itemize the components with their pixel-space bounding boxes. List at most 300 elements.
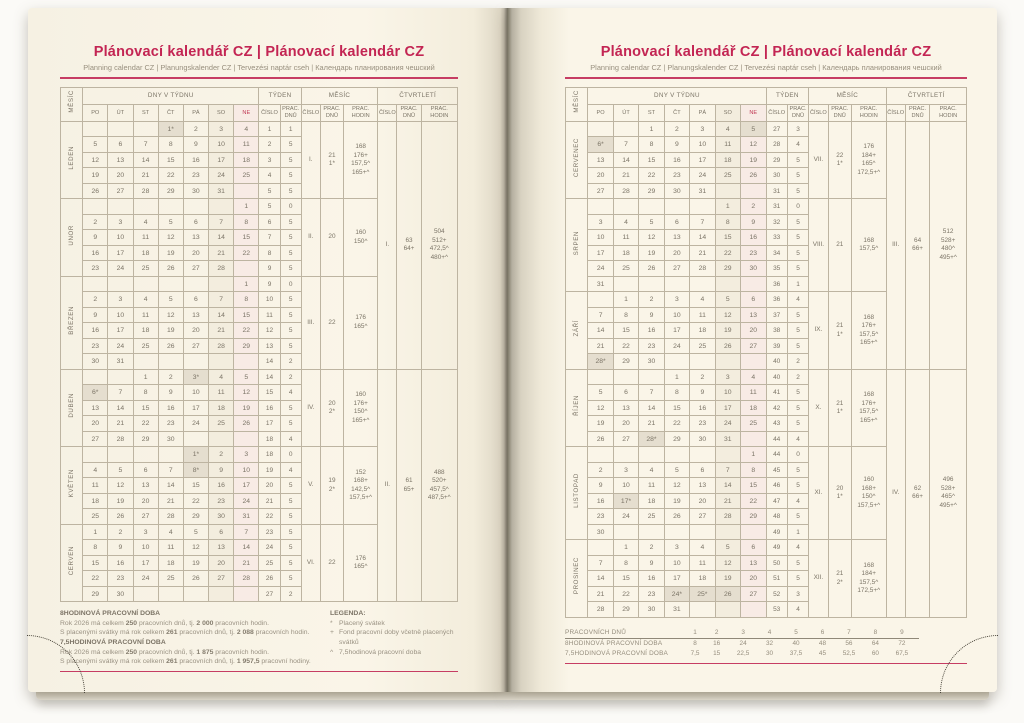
day-cell: 13	[183, 307, 208, 323]
day-cell: 4	[639, 462, 664, 478]
day-cell: 29	[613, 354, 638, 370]
day-cell: 12	[234, 385, 259, 401]
day-name-header: NE	[741, 104, 767, 121]
day-cell: 27	[588, 183, 613, 199]
week-workdays-cell: 5	[280, 214, 301, 230]
day-cell: 27	[83, 431, 108, 447]
page-subtitle: Planning calendar CZ | Planungskalender CZ | Tervezési naptár cseh | Календарь планирования чешский	[590, 63, 942, 72]
day-cell: 29	[664, 431, 689, 447]
days-of-week-group-header: DNY V TÝDNU	[83, 87, 259, 104]
day-cell: 9	[158, 385, 183, 401]
day-cell: 8	[613, 555, 638, 571]
day-cell: 14	[108, 400, 133, 416]
day-cell: 8	[234, 214, 259, 230]
week-number-cell: 14	[259, 354, 280, 370]
week-workdays-cell: 4	[787, 540, 808, 556]
stat-column-header: PRAC. DNŮ	[828, 104, 851, 121]
week-workdays-cell: 2	[280, 354, 301, 370]
week-workdays-cell: 5	[787, 230, 808, 246]
day-cell	[588, 199, 613, 215]
hours-table-value: 1	[683, 628, 707, 639]
day-cell: 10	[588, 230, 613, 246]
month-workhours-cell: 160 150^	[344, 199, 378, 277]
day-cell	[613, 369, 638, 385]
day-cell: 6	[183, 214, 208, 230]
day-cell	[690, 524, 715, 540]
legend-item-text: Placený svátek	[339, 619, 385, 627]
stat-column-header: ČÍSLO	[766, 104, 787, 121]
day-cell: 15	[234, 230, 259, 246]
day-cell	[690, 354, 715, 370]
day-cell: 8	[741, 462, 767, 478]
day-cell: 29	[83, 586, 108, 602]
day-cell	[183, 276, 208, 292]
day-cell: 1	[133, 369, 158, 385]
day-cell: 7	[588, 307, 613, 323]
day-cell: 17	[588, 245, 613, 261]
day-name-header: SO	[209, 104, 234, 121]
month-number-cell: XI.	[809, 447, 828, 540]
day-cell: 27	[664, 261, 689, 277]
day-cell: 17	[209, 152, 234, 168]
day-cell: 26	[664, 509, 689, 525]
hours-table-value: 40	[792, 640, 800, 648]
week-workdays-cell: 5	[280, 400, 301, 416]
day-cell: 14	[715, 478, 740, 494]
day-cell: 20	[108, 168, 133, 184]
day-cell	[158, 354, 183, 370]
title-rule	[60, 77, 458, 79]
day-name-header: ČT	[664, 104, 689, 121]
day-cell: 18	[639, 493, 664, 509]
stat-column-header: PRAC. DNŮ	[280, 104, 301, 121]
week-number-cell: 11	[259, 307, 280, 323]
week-workdays-cell: 4	[787, 137, 808, 153]
day-cell: 19	[715, 571, 740, 587]
day-cell: 5	[83, 137, 108, 153]
day-cell	[741, 276, 767, 292]
month-workdays-cell: 22 1*	[828, 121, 851, 199]
day-cell: 18	[133, 245, 158, 261]
week-workdays-cell: 5	[280, 292, 301, 308]
week-workdays-cell: 2	[787, 369, 808, 385]
day-cell: 8	[715, 214, 740, 230]
week-number-cell: 34	[766, 245, 787, 261]
month-name: ČERVENEC	[566, 121, 588, 199]
day-cell: 28	[690, 261, 715, 277]
day-cell: 8	[83, 540, 108, 556]
day-cell	[83, 276, 108, 292]
week-number-cell: 23	[259, 524, 280, 540]
week-workdays-cell: 5	[280, 323, 301, 339]
day-cell: 1	[664, 369, 689, 385]
day-cell: 20	[741, 571, 767, 587]
day-cell: 22	[613, 338, 638, 354]
hours-table-value: 7	[832, 628, 866, 639]
day-cell: 21	[690, 245, 715, 261]
month-name: SRPEN	[566, 199, 588, 292]
day-cell: 8	[613, 307, 638, 323]
week-number-cell: 6	[259, 214, 280, 230]
day-cell	[639, 524, 664, 540]
week-workdays-cell: 5	[280, 478, 301, 494]
day-cell	[209, 431, 234, 447]
day-cell: 1	[234, 276, 259, 292]
day-cell: 6*	[588, 137, 613, 153]
week-number-cell: 26	[259, 571, 280, 587]
day-cell: 5	[741, 121, 767, 137]
day-cell: 26	[158, 338, 183, 354]
day-cell: 14	[158, 478, 183, 494]
day-cell: 4	[613, 214, 638, 230]
day-cell: 17	[108, 245, 133, 261]
day-cell: 19	[83, 168, 108, 184]
day-cell: 28*	[588, 354, 613, 370]
day-cell	[234, 183, 259, 199]
day-cell: 21	[209, 245, 234, 261]
week-workdays-cell: 5	[280, 137, 301, 153]
week-workdays-cell: 5	[787, 168, 808, 184]
day-cell: 22	[234, 245, 259, 261]
day-cell: 30	[639, 354, 664, 370]
day-cell: 6	[613, 385, 638, 401]
week-workdays-cell: 1	[280, 121, 301, 137]
month-workhours-cell: 168 184+ 157,5^ 172,5+^	[851, 540, 886, 618]
stat-column-header: ČÍSLO	[301, 104, 320, 121]
week-number-cell: 27	[259, 586, 280, 602]
day-cell: 24	[690, 168, 715, 184]
day-cell: 19	[158, 245, 183, 261]
month-number-cell: IX.	[809, 292, 828, 370]
day-cell: 20	[613, 416, 638, 432]
month-workdays-cell: 21 1*	[828, 369, 851, 447]
day-cell: 6	[690, 462, 715, 478]
day-cell	[741, 183, 767, 199]
day-cell: 5	[715, 540, 740, 556]
week-workdays-cell: 3	[787, 121, 808, 137]
day-cell: 11	[715, 137, 740, 153]
week-number-cell: 42	[766, 400, 787, 416]
day-cell	[158, 447, 183, 463]
month-workdays-cell: 20 1*	[828, 447, 851, 540]
day-cell: 30	[209, 509, 234, 525]
day-cell: 17	[690, 152, 715, 168]
day-cell: 8	[158, 137, 183, 153]
week-number-cell: 17	[259, 416, 280, 432]
week-number-cell: 30	[766, 168, 787, 184]
day-cell: 9	[183, 137, 208, 153]
day-cell	[613, 121, 638, 137]
legend-item-text: 7,5hodinová pracovní doba	[339, 648, 422, 656]
day-cell: 26	[108, 509, 133, 525]
stat-column-header: PRAC. DNŮ	[397, 104, 421, 121]
day-cell: 18	[234, 152, 259, 168]
week-workdays-cell: 5	[787, 400, 808, 416]
week-workdays-cell: 5	[787, 509, 808, 525]
day-cell	[664, 199, 689, 215]
week-workdays-cell: 5	[787, 338, 808, 354]
day-cell	[639, 276, 664, 292]
month-name: PROSINEC	[566, 540, 588, 618]
work-time-notes	[60, 609, 330, 667]
day-cell: 28	[588, 602, 613, 618]
day-cell: 18	[613, 245, 638, 261]
month-workdays-cell: 21 1*	[828, 292, 851, 370]
day-cell	[588, 540, 613, 556]
day-cell: 16	[83, 245, 108, 261]
day-cell: 11	[83, 478, 108, 494]
day-name-header: PÁ	[690, 104, 715, 121]
day-cell: 18	[690, 571, 715, 587]
day-cell	[639, 447, 664, 463]
week-workdays-cell: 5	[787, 385, 808, 401]
day-cell: 11	[690, 555, 715, 571]
day-cell	[715, 276, 740, 292]
day-cell	[209, 354, 234, 370]
month-number-cell: XII.	[809, 540, 828, 618]
week-number-cell: 53	[766, 602, 787, 618]
day-cell: 15	[158, 152, 183, 168]
week-number-cell: 19	[259, 462, 280, 478]
day-cell: 26	[639, 261, 664, 277]
day-cell: 31	[715, 431, 740, 447]
day-cell: 15	[183, 478, 208, 494]
hours-table-value: 24	[739, 640, 747, 648]
stat-column-header: PRAC. DNŮ	[905, 104, 929, 121]
day-cell: 13	[690, 478, 715, 494]
day-cell: 2	[588, 462, 613, 478]
day-cell: 19	[588, 416, 613, 432]
week-workdays-cell: 5	[280, 152, 301, 168]
day-cell: 12	[183, 540, 208, 556]
day-cell	[639, 199, 664, 215]
day-cell	[108, 369, 133, 385]
day-cell: 16	[108, 555, 133, 571]
day-cell: 24	[234, 493, 259, 509]
quarter-workhours-cell: 488 520+ 457,5^ 487,5+^	[421, 369, 457, 602]
day-cell: 13	[183, 230, 208, 246]
day-cell: 30	[664, 183, 689, 199]
day-cell	[690, 447, 715, 463]
stat-column-header: PRAC. HODIN	[421, 104, 457, 121]
week-workdays-cell: 1	[787, 276, 808, 292]
day-cell: 23	[108, 571, 133, 587]
week-workdays-cell: 0	[280, 276, 301, 292]
day-cell: 4	[133, 292, 158, 308]
month-workdays-cell: 20 2*	[320, 369, 343, 447]
day-cell	[715, 524, 740, 540]
day-cell: 16	[639, 323, 664, 339]
day-cell	[588, 369, 613, 385]
month-name: LISTOPAD	[566, 447, 588, 540]
hours-table-value: 22,5	[736, 650, 750, 658]
day-cell	[209, 199, 234, 215]
day-cell: 4	[234, 121, 259, 137]
week-number-cell: 3	[259, 152, 280, 168]
hours-table-value: 3	[726, 628, 760, 639]
hours-table-row	[565, 638, 919, 649]
day-cell: 3	[133, 524, 158, 540]
week-row	[61, 369, 458, 385]
day-cell: 6	[741, 540, 767, 556]
day-cell: 23	[588, 509, 613, 525]
month-name: ŘÍJEN	[566, 369, 588, 447]
week-number-cell: 48	[766, 509, 787, 525]
book-page-block-edge	[36, 691, 989, 700]
week-workdays-cell: 5	[280, 307, 301, 323]
day-cell: 2	[664, 121, 689, 137]
month-workhours-cell: 152 168+ 142,5^ 157,5+^	[344, 447, 378, 525]
day-cell: 4	[690, 540, 715, 556]
day-cell: 5	[664, 462, 689, 478]
day-cell: 13	[108, 152, 133, 168]
day-cell	[613, 447, 638, 463]
week-workdays-cell: 5	[787, 261, 808, 277]
day-cell: 10	[234, 462, 259, 478]
day-cell: 20	[133, 493, 158, 509]
day-cell: 29	[158, 183, 183, 199]
day-cell: 20	[588, 168, 613, 184]
day-cell: 16	[588, 493, 613, 509]
quarter-number-cell: I.	[378, 121, 397, 369]
day-cell	[741, 431, 767, 447]
week-workdays-cell: 5	[787, 307, 808, 323]
week-workdays-cell: 0	[787, 199, 808, 215]
day-cell: 25	[133, 261, 158, 277]
day-cell: 10	[108, 230, 133, 246]
day-cell: 28	[133, 183, 158, 199]
day-cell: 17	[133, 555, 158, 571]
month-number-cell: IV.	[301, 369, 320, 447]
week-workdays-cell: 1	[787, 524, 808, 540]
week-number-cell: 31	[766, 183, 787, 199]
day-cell: 22	[639, 168, 664, 184]
week-number-cell: 33	[766, 230, 787, 246]
week-workdays-cell: 5	[787, 555, 808, 571]
day-cell: 6	[209, 524, 234, 540]
day-cell: 31	[108, 354, 133, 370]
month-name: ZÁŘÍ	[566, 292, 588, 370]
day-cell: 22	[234, 323, 259, 339]
day-cell: 18	[209, 400, 234, 416]
day-cell	[613, 199, 638, 215]
day-cell: 18	[158, 555, 183, 571]
day-cell: 12	[715, 307, 740, 323]
day-cell	[183, 586, 208, 602]
day-cell: 19	[664, 493, 689, 509]
week-workdays-cell: 5	[280, 493, 301, 509]
day-cell: 18	[715, 152, 740, 168]
day-cell: 11	[209, 385, 234, 401]
month-workdays-cell: 20	[320, 199, 343, 277]
week-number-cell: 4	[259, 168, 280, 184]
month-group-header: MĚSÍC	[301, 87, 378, 104]
day-cell: 28	[613, 183, 638, 199]
day-name-header: ST	[639, 104, 664, 121]
month-workhours-cell: 176 165^	[344, 276, 378, 369]
day-cell: 3*	[183, 369, 208, 385]
legend-item	[330, 648, 458, 658]
work-time-line: Rok 2026 má celkem 250 pracovních dnů, tj. 1 875 pracovních hodin.	[60, 648, 269, 656]
day-cell: 23	[158, 416, 183, 432]
day-cell: 9	[209, 462, 234, 478]
hours-table-row-label: PRACOVNÍCH DNŮ	[565, 628, 683, 639]
week-number-cell: 2	[259, 137, 280, 153]
week-number-cell: 50	[766, 555, 787, 571]
work-time-line: S placenými svátky má rok celkem 261 pracovních dnů, tj. 2 088 pracovních hodin.	[60, 629, 310, 637]
month-name: BŘEZEN	[61, 276, 83, 369]
month-number-cell: III.	[301, 276, 320, 369]
day-cell: 5	[715, 292, 740, 308]
week-workdays-cell: 5	[787, 152, 808, 168]
day-cell: 10	[664, 555, 689, 571]
day-cell: 14	[588, 323, 613, 339]
day-cell	[234, 354, 259, 370]
week-number-cell: 14	[259, 369, 280, 385]
week-number-cell: 36	[766, 292, 787, 308]
day-cell: 10	[690, 137, 715, 153]
day-cell: 3	[234, 447, 259, 463]
day-cell: 1	[613, 292, 638, 308]
day-cell: 9	[690, 385, 715, 401]
day-cell: 26	[715, 338, 740, 354]
hours-table-value: 4	[760, 628, 779, 639]
day-cell	[158, 586, 183, 602]
day-cell: 28	[158, 509, 183, 525]
hours-table-value: 64	[871, 640, 879, 648]
day-cell	[664, 524, 689, 540]
hours-table-row-label: 7,5HODINOVÁ PRACOVNÍ DOBA	[565, 650, 669, 658]
day-cell: 3	[108, 214, 133, 230]
day-cell: 8	[133, 385, 158, 401]
day-cell: 11	[613, 230, 638, 246]
week-number-cell: 18	[259, 447, 280, 463]
hours-table-value: 32	[766, 640, 774, 648]
days-of-week-group-header: DNY V TÝDNU	[588, 87, 766, 104]
week-workdays-cell: 2	[280, 586, 301, 602]
day-cell	[741, 602, 767, 618]
day-cell: 25	[209, 416, 234, 432]
planning-calendar-table-h2	[565, 87, 967, 618]
day-cell: 15	[613, 323, 638, 339]
day-cell: 24	[209, 168, 234, 184]
day-cell	[83, 199, 108, 215]
day-cell: 11	[234, 137, 259, 153]
day-cell: 18	[133, 323, 158, 339]
legend-item	[330, 628, 458, 647]
day-cell: 23	[183, 168, 208, 184]
day-cell: 2	[639, 540, 664, 556]
week-workdays-cell: 0	[280, 447, 301, 463]
day-cell: 26	[588, 431, 613, 447]
week-number-cell: 32	[766, 214, 787, 230]
hours-table-value: 2	[707, 628, 726, 639]
week-number-cell: 44	[766, 447, 787, 463]
week-row	[566, 369, 967, 385]
day-cell: 22	[664, 416, 689, 432]
day-cell: 1*	[183, 447, 208, 463]
day-cell: 30	[183, 183, 208, 199]
month-workhours-cell: 168 176+ 157,5^ 165+^	[851, 292, 886, 370]
day-cell: 7	[613, 137, 638, 153]
week-number-cell: 5	[259, 199, 280, 215]
day-cell	[108, 276, 133, 292]
day-cell	[741, 524, 767, 540]
day-cell: 15	[639, 152, 664, 168]
week-workdays-cell: 5	[280, 540, 301, 556]
day-cell: 11	[133, 230, 158, 246]
week-workdays-cell: 0	[280, 199, 301, 215]
